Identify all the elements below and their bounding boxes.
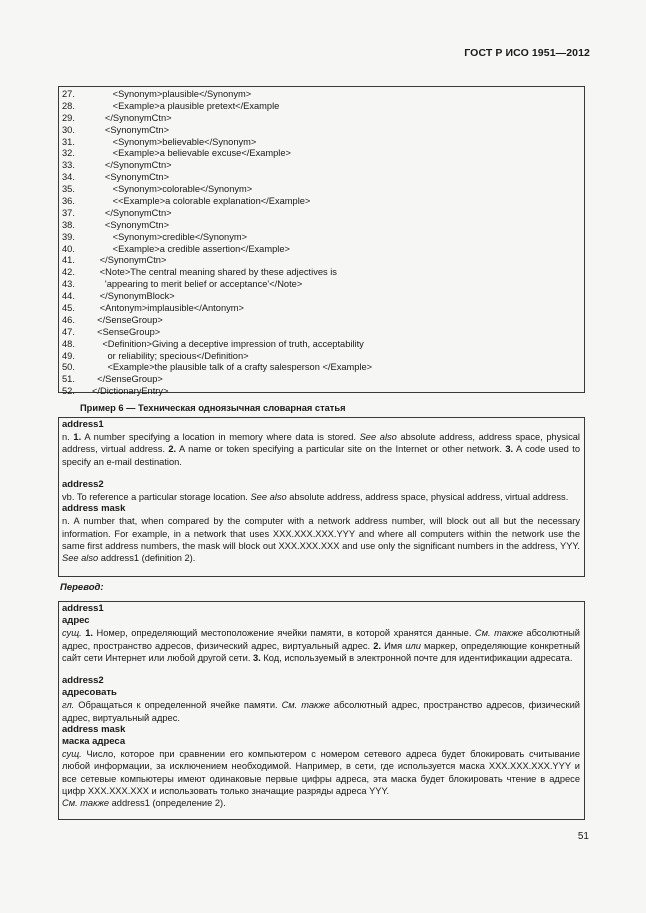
headword-address1: address1 [62, 419, 104, 430]
code-text: </SenseGroup> [92, 374, 163, 385]
russian-entry-box [58, 601, 585, 820]
code-line [62, 220, 584, 232]
line-number: 31. [62, 136, 75, 147]
line-number: 29. [62, 112, 75, 123]
definition-text: маркер, определяющие конкретный сайт сети Интернет или любой другой сети. [62, 640, 580, 663]
definition-address2 [62, 491, 580, 503]
code-text: <SenseGroup> [92, 326, 161, 337]
headword-address1: address1 [62, 603, 104, 614]
code-line [62, 279, 584, 291]
definition-text: A number specifying a location in memory where data is stored. [81, 432, 360, 443]
line-number: 37. [62, 207, 75, 218]
code-line [62, 125, 584, 137]
line-number: 47. [62, 326, 75, 337]
line-number: 45. [62, 303, 75, 314]
definition-text: Имя [380, 640, 406, 651]
code-text: <Definition>Giving a deceptive impression of truth, acceptability [92, 338, 364, 349]
code-line [62, 137, 584, 149]
ru-definition-address-mask [62, 748, 580, 797]
definition-address1 [62, 431, 580, 468]
definition-text: Число, которое при сравнении его компьютером с номером сетевого адреса будет блокировать считывание любой информации, за исключением необходимой. Например, в сети, где используется маска XXX.XXX.XXX.YYY и все сетевые компьютеры имеют одинаковые первые цифры адреса, эта маска будет блокировать чтение в адресе цифр XXX.XXX.XXX и использовать только значащие разряды адреса YYY. [62, 749, 580, 796]
definition-text: address1 (определение 2). [109, 798, 226, 809]
see-also-label: См. также [281, 700, 330, 711]
ru-definition-address1 [62, 627, 580, 664]
headword-address-mask: address mask [62, 503, 126, 515]
code-text: <Synonym>colorable</Synonym> [92, 184, 253, 195]
code-line [62, 208, 584, 220]
sense-number: 1. [81, 628, 93, 639]
ru-definition-address2 [62, 699, 580, 723]
definition-text: Номер, определяющий местоположение ячейки памяти, в которой хранятся данные. [92, 628, 475, 639]
code-line [62, 244, 584, 256]
line-number: 35. [62, 184, 75, 195]
code-text: 'appearing to merit belief or acceptance'</Note> [92, 279, 303, 290]
code-text: <Example>a believable excuse</Example> [92, 148, 291, 159]
pos-label: сущ. [62, 628, 82, 639]
code-line [62, 327, 584, 339]
code-line [62, 148, 584, 160]
see-also-label: See also [250, 492, 287, 503]
code-line [62, 172, 584, 184]
pos-label: сущ. [62, 749, 82, 760]
definition-text: absolute address, address space, physical address, virtual address. [62, 432, 580, 455]
code-text: </SenseGroup> [92, 314, 163, 325]
code-line [62, 232, 584, 244]
line-number: 36. [62, 196, 75, 207]
code-text: <Antonym>implausible</Antonym> [92, 303, 244, 314]
line-number: 44. [62, 291, 75, 302]
xml-code-listing [58, 86, 585, 397]
ru-headword-address2: адресовать [62, 687, 117, 699]
headword-address2: address2 [62, 675, 104, 687]
line-number: 38. [62, 219, 75, 230]
see-also-label: См. также [474, 628, 523, 639]
ru-headword-address1: адрес [62, 615, 90, 627]
code-line [62, 339, 584, 351]
line-number: 42. [62, 267, 75, 278]
code-text: </SynonymCtn> [92, 255, 167, 266]
example-caption: Пример 6 — Техническая одноязычная словарная статья [80, 403, 346, 413]
code-text: <SynonymCtn> [92, 124, 169, 135]
definition-text: address1 (definition 2). [98, 553, 196, 564]
line-number: 34. [62, 172, 75, 183]
code-text: </SynonymCtn> [92, 160, 172, 171]
code-line [62, 160, 584, 172]
see-also-label: См. также [62, 798, 110, 809]
code-text: <<Example>a colorable explanation</Example> [92, 196, 311, 207]
code-line [62, 291, 584, 303]
see-also-label: See also [359, 432, 397, 443]
code-line [62, 89, 584, 101]
code-text: <SynonymCtn> [92, 172, 169, 183]
definition-text: A name or token specifying a particular site on the Internet or other network. [176, 444, 506, 455]
definition-address-mask [62, 515, 580, 564]
code-text: </DictionaryEntry> [92, 386, 169, 397]
see-also-label: See also [62, 553, 99, 564]
line-number: 33. [62, 160, 75, 171]
definition-text: Обращаться к определенной ячейке памяти. [74, 700, 282, 711]
headword-address2: address2 [62, 478, 104, 490]
sense-number: 2. [373, 640, 381, 651]
code-line [62, 196, 584, 208]
headword-address-mask: address mask [62, 723, 126, 735]
english-entry-box [58, 417, 585, 577]
code-text: <Example>the plausible talk of a crafty salesperson </Example> [92, 362, 373, 373]
code-line [62, 386, 584, 398]
line-number: 52. [62, 386, 75, 397]
line-number: 48. [62, 338, 75, 349]
line-number: 41. [62, 255, 75, 266]
code-text: <Note>The central meaning shared by these adjectives is [92, 267, 337, 278]
ru-headword-address-mask: маска адреса [62, 736, 126, 748]
code-text: </SynonymBlock> [92, 291, 175, 302]
code-text: <Synonym>credible</Synonym> [92, 231, 248, 242]
line-number: 32. [62, 148, 75, 159]
code-text: <Synonym>believable</Synonym> [92, 136, 257, 147]
line-number: 49. [62, 350, 75, 361]
code-line [62, 362, 584, 374]
page-number: 51 [577, 831, 589, 842]
line-number: 27. [62, 89, 75, 99]
definition-text: vb. To reference a particular storage location. [62, 492, 251, 503]
code-line [62, 113, 584, 125]
definition-text: абсолютный адрес, пространство адресов, физический адрес, виртуальный адрес. [62, 700, 580, 723]
sense-number: 3. [505, 444, 514, 455]
code-text: <Example>a credible assertion</Example> [92, 243, 290, 254]
line-number: 30. [62, 124, 75, 135]
pos-label: гл. [62, 700, 75, 711]
sense-number: 3. [253, 652, 261, 663]
sense-number: 1. [73, 432, 82, 443]
definition-text: абсолютный адрес, пространство адресов, физический адрес, виртуальный адрес. [62, 628, 580, 651]
code-line [62, 184, 584, 196]
code-text: <SynonymCtn> [92, 219, 169, 230]
document-header: ГОСТ Р ИСО 1951—2012 [464, 47, 590, 59]
line-number: 39. [62, 231, 75, 242]
code-line [62, 101, 584, 113]
line-number: 46. [62, 314, 75, 325]
pos-label: n. [62, 432, 70, 443]
definition-text: A code used to specify an e-mail destination. [62, 444, 580, 467]
code-line [62, 351, 584, 363]
line-number: 28. [62, 100, 75, 111]
code-line [62, 374, 584, 386]
code-text: or reliability; specious</Definition> [92, 350, 249, 361]
definition-text: n. A number that, when compared by the computer with a network address number, will block out all but the necessary information. For example, in a network that uses XXX.XXX.XXX.YYY and where all computers within the network use the same first address numbers, the mask will block out XXX.XXX.XXX and use only the significant numbers in the address, YYY. [62, 516, 580, 551]
code-line [62, 267, 584, 279]
code-text: </SynonymCtn> [92, 207, 172, 218]
line-number: 50. [62, 362, 75, 373]
definition-text: Код, используемый в электронной почте для идентификации адресата. [260, 652, 573, 663]
code-line [62, 255, 584, 267]
or-label: или [405, 640, 421, 651]
code-line [62, 315, 584, 327]
definition-text: absolute address, address space, physical address, virtual address. [286, 492, 569, 503]
sense-number: 2. [168, 444, 177, 455]
code-line [62, 303, 584, 315]
translation-label: Перевод: [60, 582, 104, 593]
ru-see-also-address-mask [62, 797, 580, 809]
code-text: </SynonymCtn> [92, 112, 172, 123]
code-text: <Synonym>plausible</Synonym> [92, 89, 252, 99]
line-number: 40. [62, 243, 75, 254]
line-number: 51. [62, 374, 75, 385]
code-text: <Example>a plausible pretext</Example [92, 100, 280, 111]
line-number: 43. [62, 279, 75, 290]
